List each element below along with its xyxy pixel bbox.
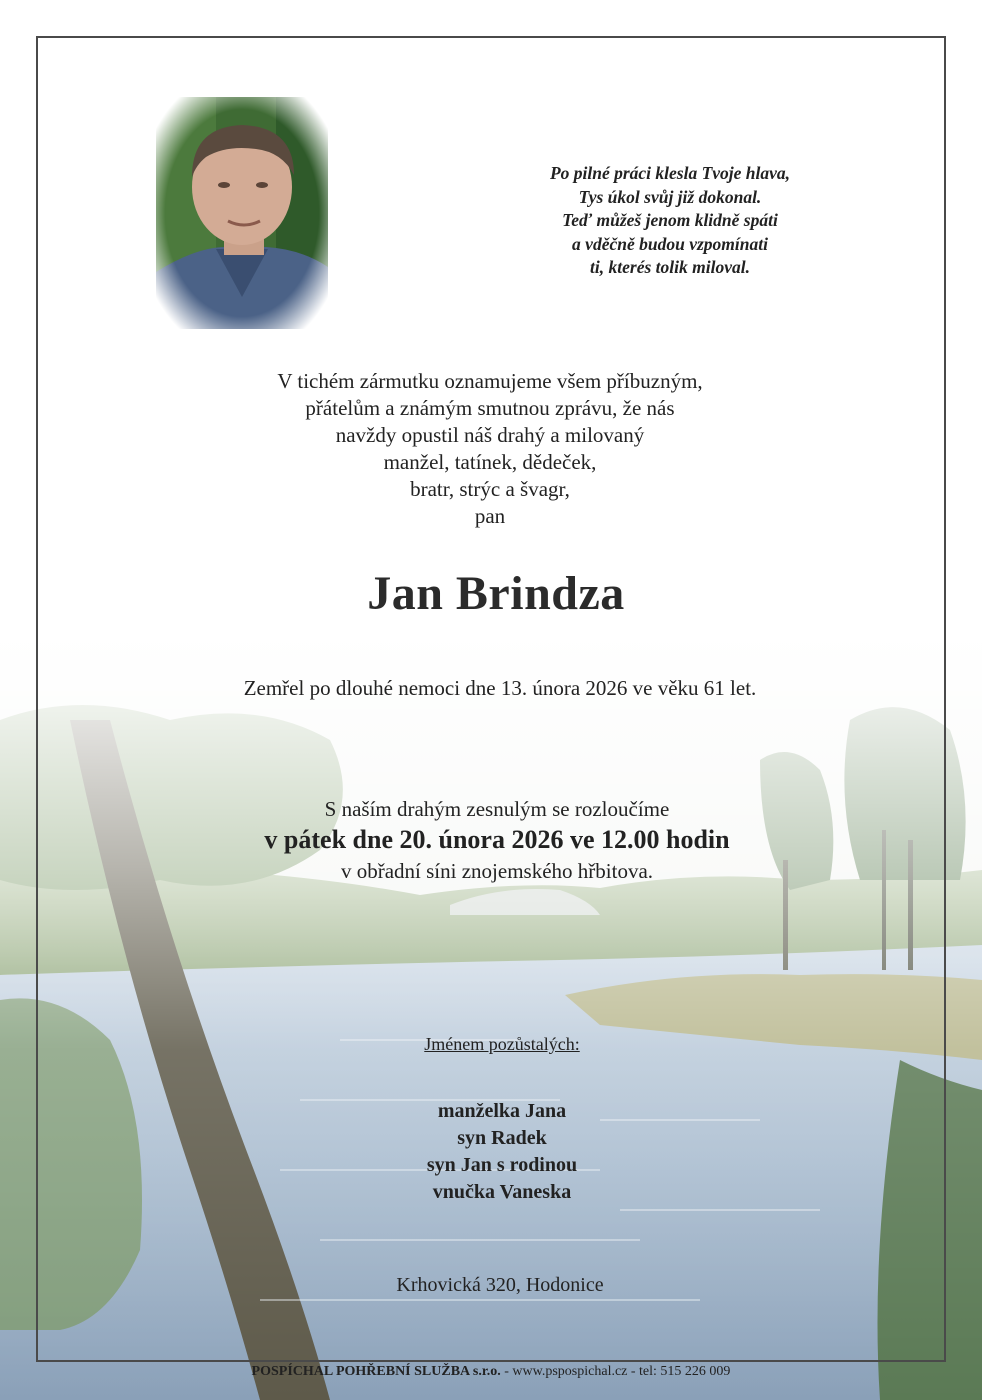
announcement-line: bratr, strýc a švagr, — [410, 477, 570, 501]
portrait-photo — [156, 97, 328, 329]
farewell-details — [187, 795, 807, 885]
poem-line: a vděčně budou vzpomínati — [572, 233, 768, 254]
family-address: Krhovická 320, Hodonice — [396, 1274, 604, 1296]
mourners-list — [357, 1098, 647, 1206]
announcement-text — [190, 368, 790, 530]
funeral-company-name: POSPÍCHAL POHŘEBNÍ SLUŽBA s.r.o. — [251, 1364, 501, 1379]
farewell-place: v obřadní síni znojemského hřbitova. — [340, 859, 654, 883]
mourners-heading — [352, 1034, 652, 1055]
poem-line: Po pilné práci klesla Tvoje hlava, — [549, 163, 791, 183]
poem-line: ti, kterés tolik miloval. — [590, 257, 750, 277]
poem-line: Tys úkol svůj již dokonal. — [578, 186, 762, 207]
mourner-name: vnučka Vaneska — [432, 1181, 572, 1203]
announcement-line: V tichém zármutku oznamujeme všem příbuzným, — [277, 369, 703, 393]
mourners-heading-text: Jménem pozůstalých: — [424, 1034, 580, 1054]
poem-line: Teď můžeš jenom klidně spáti — [562, 210, 778, 230]
funeral-company-contact: - www.pspospichal.cz - tel: 515 226 009 — [500, 1364, 731, 1379]
funeral-service-footer — [0, 1364, 982, 1380]
farewell-intro: S naším drahým zesnulým se rozloučíme — [324, 797, 670, 821]
farewell-date: v pátek dne 20. února 2026 ve 12.00 hodin — [264, 825, 730, 854]
death-details: Zemřel po dlouhé nemoci dne 13. února 2026 ve věku 61 let. — [243, 676, 757, 700]
announcement-line: navždy opustil náš drahý a milovaný — [335, 423, 645, 447]
announcement-line: manžel, tatínek, dědeček, — [383, 450, 597, 474]
mourner-name: manželka Jana — [437, 1100, 567, 1122]
announcement-line: pan — [474, 504, 506, 528]
memorial-poem — [500, 162, 840, 280]
announcement-line: přátelům a známým smutnou zprávu, že nás — [305, 396, 675, 420]
deceased-name: Jan Brindza — [367, 567, 625, 620]
mourner-name: syn Jan s rodinou — [426, 1154, 578, 1176]
mourner-name: syn Radek — [457, 1127, 547, 1149]
